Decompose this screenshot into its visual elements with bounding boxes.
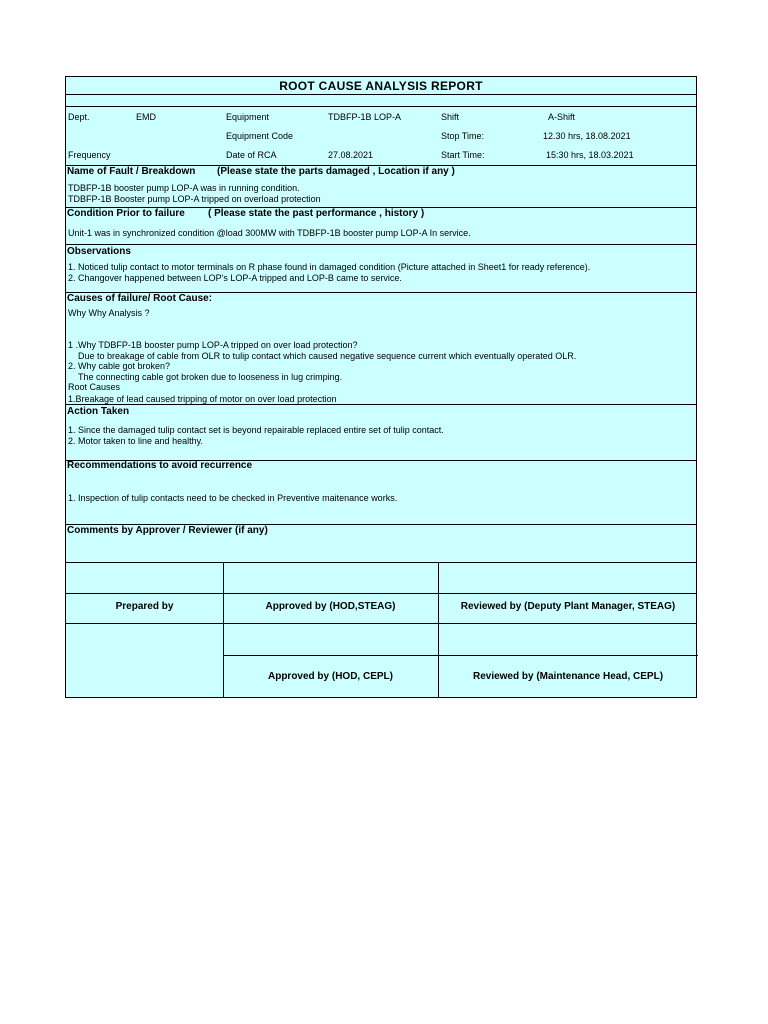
condition-line: Unit-1 was in synchronized condition @load 300MW with TDBFP-1B booster pump LOP-A In service. <box>68 228 471 238</box>
divider <box>66 562 696 563</box>
cause-line: Due to breakage of cable from OLR to tulip contact which caused negative sequence current which eventually operated OLR. <box>78 351 577 361</box>
stop-time-label: Stop Time: <box>441 131 485 141</box>
condition-hint: ( Please state the past performance , history ) <box>208 208 425 219</box>
equipment-code-label: Equipment Code <box>226 131 294 141</box>
comments-heading: Comments by Approver / Reviewer (if any) <box>67 525 268 536</box>
date-rca-label: Date of RCA <box>226 150 277 160</box>
start-time-value: 15:30 hrs, 18.03.2021 <box>546 150 634 160</box>
frequency-label: Frequency <box>68 150 111 160</box>
reviewed-by-cepl-label: Reviewed by (Maintenance Head, CEPL) <box>472 671 664 682</box>
observations-heading: Observations <box>67 246 131 257</box>
equipment-label: Equipment <box>226 112 270 122</box>
divider <box>66 404 696 405</box>
action-line: 1. Since the damaged tulip contact set is beyond repairable replaced entire set of tulip contact. <box>68 425 444 435</box>
approved-by-cepl-label: Approved by (HOD, CEPL) <box>267 671 393 682</box>
observation-line: 1. Noticed tulip contact to motor terminals on R phase found in damaged condition (Picture attached in Sheet1 for ready reference). <box>68 262 591 272</box>
root-causes-label: Root Causes <box>68 382 121 392</box>
stop-time-value: 12.30 hrs, 18.08.2021 <box>543 131 631 141</box>
action-heading: Action Taken <box>67 406 130 417</box>
cause-line: 1 .Why TDBFP-1B booster pump LOP-A tripped on over load protection? <box>68 340 358 350</box>
prepared-by-label: Prepared by <box>115 601 174 612</box>
fault-line: TDBFP-1B Booster pump LOP-A tripped on overload protection <box>68 194 321 204</box>
fault-hint: (Please state the parts damaged , Location if any ) <box>217 166 455 177</box>
report-title: ROOT CAUSE ANALYSIS REPORT <box>279 79 483 93</box>
dept-value: EMD <box>136 112 156 122</box>
fault-line: TDBFP-1B booster pump LOP-A was in running condition. <box>68 183 300 193</box>
observation-line: 2. Changover happened between LOP's LOP-A tripped and LOP-B came to service. <box>68 273 402 283</box>
action-line: 2. Motor taken to line and healthy. <box>68 436 203 446</box>
divider <box>66 593 696 594</box>
shift-value: A-Shift <box>548 112 576 122</box>
divider <box>66 623 696 624</box>
approved-by-steag-label: Approved by (HOD,STEAG) <box>265 601 396 612</box>
recommendations-heading: Recommendations to avoid recurrence <box>67 460 253 471</box>
cause-line: 1.Breakage of lead caused tripping of motor on over load protection <box>68 394 337 404</box>
fault-heading: Name of Fault / Breakdown <box>67 166 196 177</box>
condition-heading: Condition Prior to failure <box>67 208 185 219</box>
divider <box>66 244 696 245</box>
divider <box>66 94 696 95</box>
causes-heading: Causes of failure/ Root Cause: <box>67 293 213 304</box>
cause-line: 2. Why cable got broken? <box>68 361 171 371</box>
why-why-label: Why Why Analysis ? <box>68 308 150 318</box>
dept-label: Dept. <box>68 112 90 122</box>
cause-line: The connecting cable got broken due to looseness in lug crimping. <box>78 372 343 382</box>
shift-label: Shift <box>441 112 460 122</box>
reviewed-by-steag-label: Reviewed by (Deputy Plant Manager, STEAG) <box>460 601 676 612</box>
date-rca-value: 27.08.2021 <box>328 150 374 160</box>
rca-report-sheet <box>65 76 697 698</box>
equipment-value: TDBFP-1B LOP-A <box>328 112 402 122</box>
start-time-label: Start Time: <box>441 150 485 160</box>
divider <box>66 106 696 107</box>
recommendation-line: 1. Inspection of tulip contacts need to be checked in Preventive maitenance works. <box>68 493 398 503</box>
divider <box>223 655 698 656</box>
